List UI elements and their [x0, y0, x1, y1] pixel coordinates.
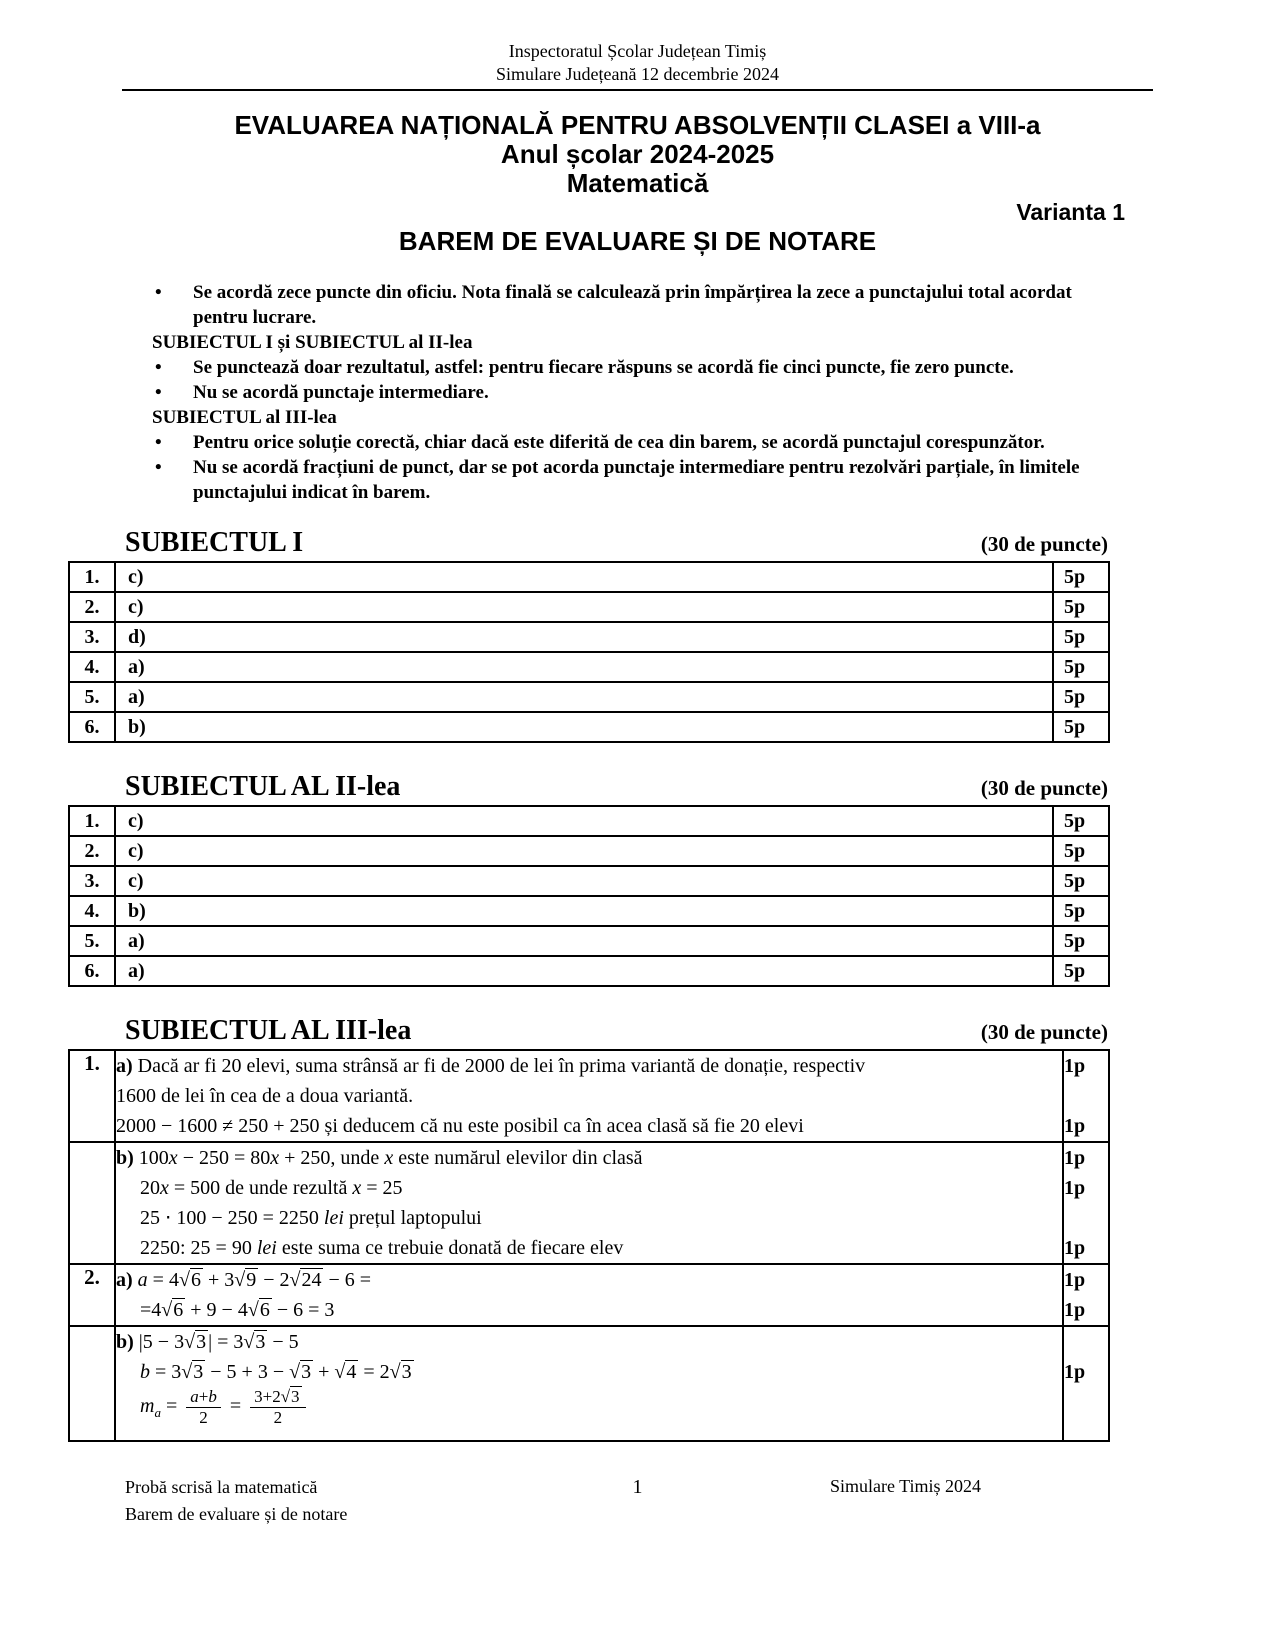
solution-text: Dacă ar fi 20 elevi, suma strânsă ar fi de 2000 de lei în prima variantă de donație, respectiv	[137, 1055, 866, 1077]
header-line2: Simulare Județeană 12 decembrie 2024	[496, 64, 779, 84]
row-answer: c)	[115, 836, 1053, 866]
row-number: 5.	[69, 682, 115, 712]
sqrt-expression: √6	[161, 1299, 184, 1321]
points-value	[1064, 1203, 1108, 1233]
instruction-bullet	[152, 280, 1135, 330]
row-points: 5p	[1053, 562, 1109, 592]
instruction-bullet	[152, 380, 1135, 405]
points-value	[1064, 1387, 1108, 1417]
subject3-title: SUBIECTUL AL III-lea	[125, 1015, 412, 1046]
header-line1: Inspectoratul Școlar Județean Timiș	[508, 41, 767, 61]
points-value: 1p	[1064, 1115, 1086, 1137]
variant-label: Varianta 1	[1016, 199, 1125, 225]
row-answer: a)	[115, 926, 1053, 956]
solution-line	[116, 1428, 1062, 1440]
points-value	[1064, 1081, 1108, 1111]
solution-row	[69, 1142, 1109, 1264]
problem-number: 1.	[69, 1050, 115, 1142]
subject2-table-body	[69, 806, 1109, 986]
solution-line	[116, 1051, 1062, 1081]
problem-number	[69, 1142, 115, 1264]
solution-line	[116, 1295, 1062, 1325]
solution-points-column	[1063, 1264, 1109, 1326]
title-block	[0, 111, 1275, 198]
page-header	[0, 0, 1275, 86]
math-expression: a = 4√6 + 3√9 − 2√24 − 6 =	[137, 1269, 372, 1291]
title-line2: Anul școlar 2024-2025	[500, 139, 775, 169]
solution-content	[115, 1326, 1063, 1441]
instruction-text: Se acordă zece puncte din oficiu. Nota finală se calculează prin împărțirea la zece a punctajului total acordat pentru lucrare.	[193, 282, 1072, 328]
subject3-points-label: (30 de puncte)	[980, 1020, 1108, 1044]
solution-content	[115, 1050, 1063, 1142]
math-expression: x = 25	[352, 1177, 403, 1199]
solution-text: este suma ce trebuie donată de fiecare elev	[276, 1237, 624, 1259]
row-number: 3.	[69, 622, 115, 652]
part-label: a)	[116, 1055, 138, 1077]
solution-text: este numărul elevilor din clasă	[393, 1147, 643, 1169]
subject3-heading	[125, 1015, 1108, 1047]
answer-row	[69, 622, 1109, 652]
header-divider	[122, 89, 1153, 91]
row-answer: a)	[115, 652, 1053, 682]
subject3-table	[68, 1049, 1110, 1442]
row-number: 6.	[69, 712, 115, 742]
solution-text: de unde rezultă	[220, 1177, 353, 1199]
problem-number: 2.	[69, 1264, 115, 1326]
sqrt-expression: √3	[389, 1361, 412, 1383]
math-expression: |5 − 3√3 | = 3√3 − 5	[138, 1331, 299, 1353]
sqrt-expression: √6	[178, 1269, 201, 1291]
title-line3: Matematică	[566, 168, 709, 198]
row-points: 5p	[1053, 622, 1109, 652]
sqrt-expression: √3	[181, 1361, 204, 1383]
answer-row	[69, 836, 1109, 866]
row-answer: c)	[115, 562, 1053, 592]
answer-row	[69, 956, 1109, 986]
row-points: 5p	[1053, 926, 1109, 956]
solution-text: , unde	[330, 1147, 385, 1169]
instruction-bullet	[152, 430, 1135, 455]
instruction-bullet	[152, 455, 1135, 505]
instruction-text: Nu se acordă fracțiuni de punct, dar se pot acorda punctaje intermediare pentru rezolvări parțiale, în limitele punctajului indicat în barem.	[193, 457, 1080, 503]
answer-row	[69, 926, 1109, 956]
solution-line	[116, 1387, 1062, 1428]
math-expression: 2000 − 1600 ≠ 250 + 250	[116, 1115, 320, 1137]
row-points: 5p	[1053, 712, 1109, 742]
row-points: 5p	[1053, 896, 1109, 926]
math-expression: =4√6 + 9 − 4√6 − 6 = 3	[140, 1299, 335, 1321]
bullet-icon: •	[155, 282, 162, 303]
answer-row	[69, 592, 1109, 622]
math-expression: $m_a$ = $\frac{a+b}{2}$ = $\frac{3+2√3}{2}$	[140, 1395, 310, 1417]
row-answer: b)	[115, 896, 1053, 926]
part-label: a)	[116, 1269, 138, 1291]
row-answer: c)	[115, 806, 1053, 836]
math-expression: 100x − 250 = 80x + 250	[138, 1147, 331, 1169]
instruction-text: Nu se acordă punctaje intermediare.	[193, 382, 489, 403]
sqrt-expression: √3	[280, 1387, 300, 1406]
row-answer: a)	[115, 956, 1053, 986]
points-value: 1p	[1064, 1055, 1086, 1077]
math-expression: 2250: 25 = 90 lei	[140, 1237, 277, 1259]
subject2-points-label: (30 de puncte)	[980, 776, 1108, 800]
subject1-table	[68, 561, 1110, 743]
solution-row	[69, 1326, 1109, 1441]
fraction: $\frac{a+b}{2}$	[186, 1387, 221, 1427]
row-number: 2.	[69, 836, 115, 866]
solution-points-column	[1063, 1142, 1109, 1264]
footer-page-number: 1	[632, 1476, 643, 1498]
bullet-icon: •	[155, 357, 162, 378]
answer-row	[69, 896, 1109, 926]
answer-row	[69, 806, 1109, 836]
math-expression: 25 ⋅ 100 − 250 = 2250 lei	[140, 1207, 344, 1229]
solution-line	[116, 1081, 1062, 1111]
math-expression: b = 3√3 − 5 + 3 − √3 + √4 = 2√3	[140, 1361, 412, 1383]
solution-line	[116, 1233, 1062, 1263]
solution-line	[116, 1173, 1062, 1203]
row-answer: b)	[115, 712, 1053, 742]
instruction-bullet	[152, 355, 1135, 380]
part-label: b)	[116, 1331, 139, 1353]
subject1-heading	[125, 527, 1108, 559]
footer-right: Simulare Timiș 2024	[830, 1476, 982, 1496]
barem-title: BAREM DE EVALUARE ȘI DE NOTARE	[398, 226, 877, 256]
row-points: 5p	[1053, 682, 1109, 712]
bullet-icon: •	[155, 382, 162, 403]
points-value: 1p	[1064, 1147, 1086, 1169]
instruction-subheading: SUBIECTUL al III-lea	[152, 407, 337, 428]
instruction-text: Se punctează doar rezultatul, astfel: pentru fiecare răspuns se acordă fie cinci puncte, fie zero puncte.	[193, 357, 1014, 378]
points-value: 1p	[1064, 1237, 1086, 1259]
instruction-text: Pentru orice soluție corectă, chiar dacă este diferită de cea din barem, se acordă punctajul corespunzător.	[193, 432, 1045, 453]
solution-row	[69, 1264, 1109, 1326]
fraction: $\frac{3+2√3}{2}$	[250, 1387, 305, 1427]
solution-content	[115, 1264, 1063, 1326]
solution-line	[116, 1143, 1062, 1173]
row-number: 1.	[69, 806, 115, 836]
row-answer: c)	[115, 592, 1053, 622]
subject2-heading	[125, 771, 1108, 803]
sqrt-expression: √3	[184, 1331, 207, 1353]
points-value	[1064, 1327, 1108, 1357]
problem-number	[69, 1326, 115, 1441]
row-number: 1.	[69, 562, 115, 592]
row-points: 5p	[1053, 956, 1109, 986]
sqrt-expression: √9	[234, 1269, 257, 1291]
subject1-table-body	[69, 562, 1109, 742]
subject1-points-label: (30 de puncte)	[980, 532, 1108, 556]
row-points: 5p	[1053, 866, 1109, 896]
math-expression: 20x = 500	[140, 1177, 221, 1199]
sqrt-expression: √24	[289, 1269, 322, 1291]
subject3-table-body	[69, 1050, 1109, 1441]
solution-line	[116, 1111, 1062, 1141]
answer-row	[69, 866, 1109, 896]
solution-line	[116, 1203, 1062, 1233]
subject1-title: SUBIECTUL I	[125, 527, 304, 558]
answer-row	[69, 562, 1109, 592]
row-answer: c)	[115, 866, 1053, 896]
row-points: 5p	[1053, 652, 1109, 682]
solution-row	[69, 1050, 1109, 1142]
solution-content	[115, 1142, 1063, 1264]
row-number: 6.	[69, 956, 115, 986]
row-number: 4.	[69, 896, 115, 926]
points-value: 1p	[1064, 1299, 1086, 1321]
row-points: 5p	[1053, 592, 1109, 622]
instruction-subheading: SUBIECTUL I și SUBIECTUL al II-lea	[152, 332, 473, 353]
solution-line	[116, 1265, 1062, 1295]
bullet-icon: •	[155, 457, 162, 478]
solution-line	[116, 1357, 1062, 1387]
row-number: 3.	[69, 866, 115, 896]
part-label: b)	[116, 1147, 139, 1169]
solution-text: prețul laptopului	[343, 1207, 482, 1229]
solution-text: și deducem că nu este posibil ca în acea clasă să fie 20 elevi	[319, 1115, 804, 1137]
solution-points-column	[1063, 1050, 1109, 1142]
footer-left-line2: Barem de evaluare și de notare	[125, 1504, 348, 1524]
answer-row	[69, 682, 1109, 712]
points-value	[1064, 1417, 1108, 1429]
solution-points-column	[1063, 1326, 1109, 1441]
sqrt-expression: √3	[243, 1331, 266, 1353]
title-line1: EVALUAREA NAȚIONALĂ PENTRU ABSOLVENȚII CLASEI a VIII-a	[234, 110, 1041, 140]
row-answer: a)	[115, 682, 1053, 712]
subject2-table	[68, 805, 1110, 987]
footer-left-line1: Probă scrisă la matematică	[125, 1477, 318, 1497]
subject2-title: SUBIECTUL AL II-lea	[125, 771, 401, 802]
row-number: 4.	[69, 652, 115, 682]
row-points: 5p	[1053, 806, 1109, 836]
row-points: 5p	[1053, 836, 1109, 866]
row-number: 2.	[69, 592, 115, 622]
answer-row	[69, 712, 1109, 742]
solution-text: 1600 de lei în cea de a doua variantă.	[116, 1085, 414, 1107]
sqrt-expression: √4	[334, 1361, 357, 1383]
instructions-list	[152, 280, 1135, 505]
points-value: 1p	[1064, 1269, 1086, 1291]
row-answer: d)	[115, 622, 1053, 652]
row-number: 5.	[69, 926, 115, 956]
answer-row	[69, 652, 1109, 682]
math-expression: x	[384, 1147, 394, 1169]
sqrt-expression: √3	[289, 1361, 312, 1383]
bullet-icon: •	[155, 432, 162, 453]
points-value: 1p	[1064, 1361, 1086, 1383]
points-value: 1p	[1064, 1177, 1086, 1199]
solution-line	[116, 1327, 1062, 1357]
sqrt-expression: √6	[247, 1299, 270, 1321]
